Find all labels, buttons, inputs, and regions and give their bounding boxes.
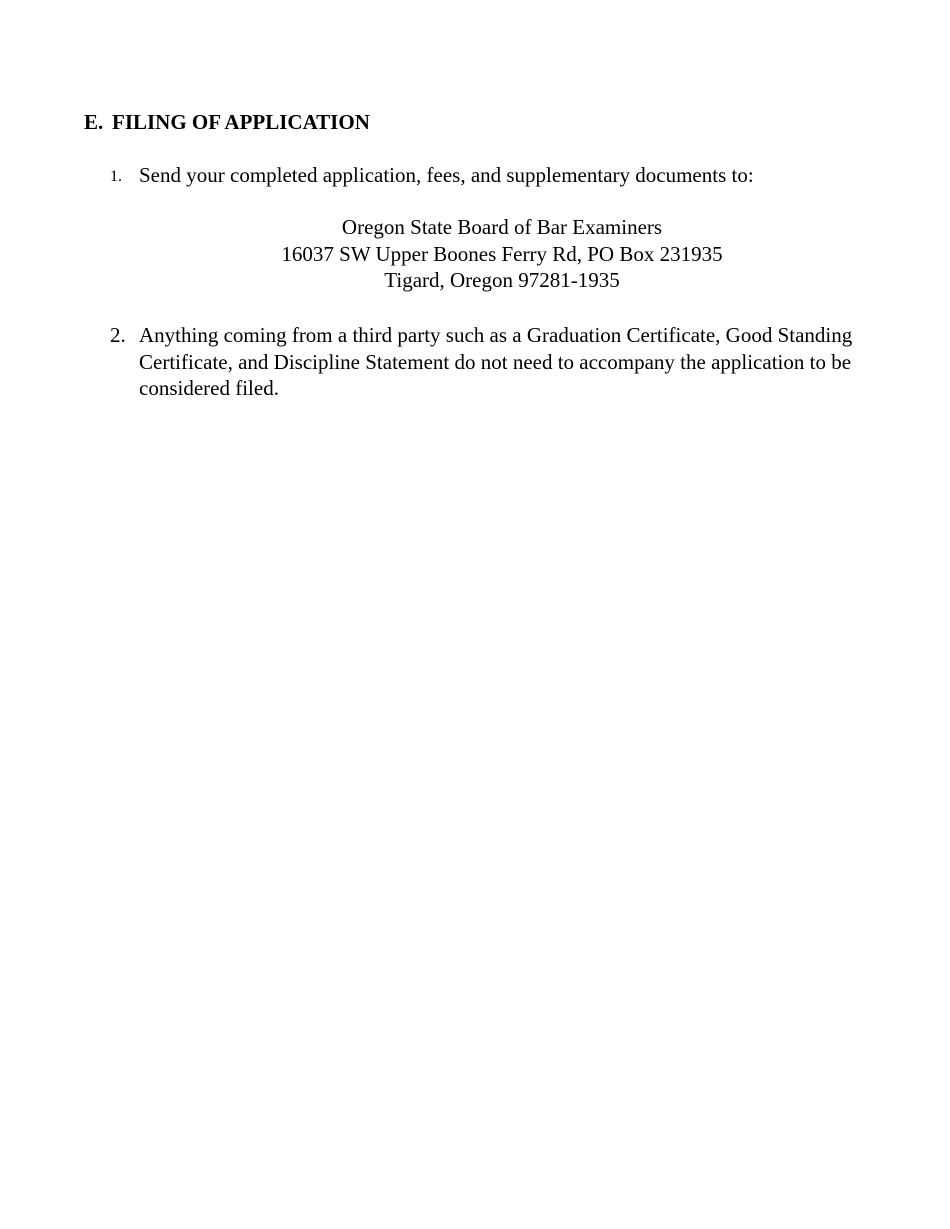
mailing-address bbox=[0, 214, 950, 294]
list-item-2 bbox=[110, 322, 880, 402]
list-item-number: 1. bbox=[110, 168, 122, 185]
list-item-1 bbox=[110, 162, 880, 189]
list-item-text: Send your completed application, fees, and supplementary documents to: bbox=[139, 163, 754, 187]
list-item-text: Anything coming from a third party such as a Graduation Certificate, Good Standing Certificate, and Discipline Statement do not need to accompany the application to be considered filed. bbox=[139, 323, 853, 400]
list-item-number: 2. bbox=[110, 323, 126, 347]
section-heading bbox=[84, 109, 370, 135]
address-line-street: 16037 SW Upper Boones Ferry Rd, PO Box 231935 bbox=[281, 241, 723, 266]
section-letter: E. bbox=[84, 110, 104, 134]
section-title: FILING OF APPLICATION bbox=[112, 110, 370, 134]
address-line-organization: Oregon State Board of Bar Examiners bbox=[341, 215, 663, 239]
address-line-city: Tigard, Oregon 97281-1935 bbox=[384, 268, 620, 292]
